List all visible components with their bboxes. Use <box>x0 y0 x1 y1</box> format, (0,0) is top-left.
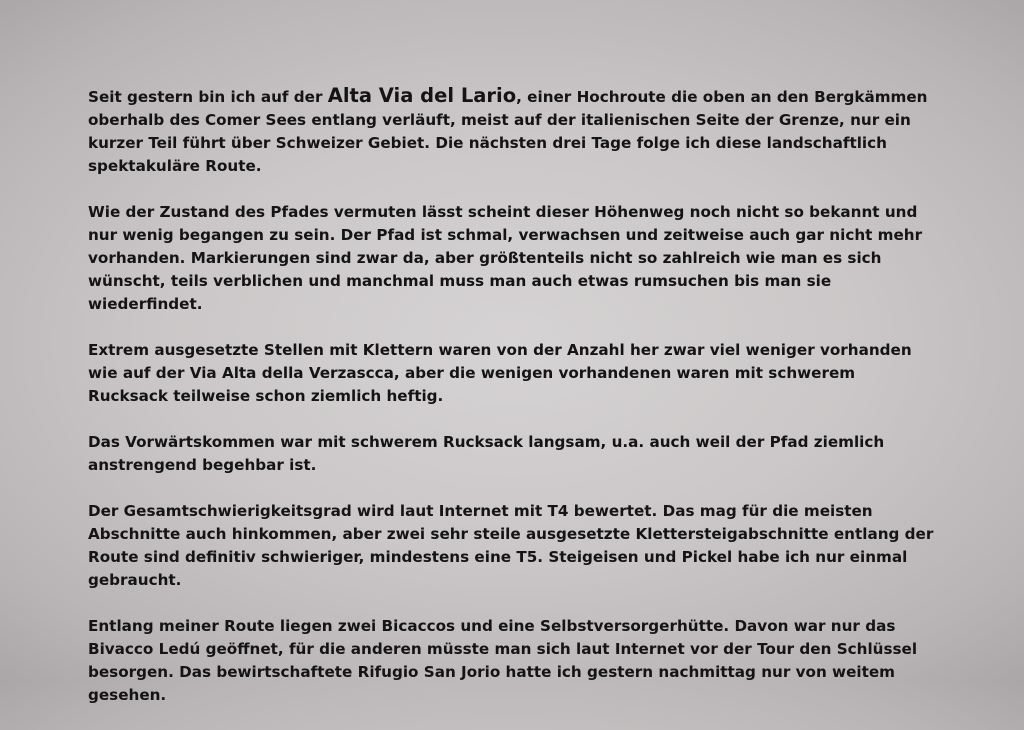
paragraph-exposed-sections: Extrem ausgesetzte Stellen mit Klettern waren von der Anzahl her zwar viel weniger vorhanden wie auf der Via Alta della Verzascca, aber die wenigen vorhandenen waren mit schwerem Rucksack teilweise schon ziemlich heftig. <box>88 341 912 405</box>
paragraph-intro-lead: Seit gestern bin ich auf der <box>88 88 328 106</box>
paragraph-huts: Entlang meiner Route liegen zwei Bicaccos und eine Selbstversorgerhütte. Davon war nur das Bivacco Ledú geöffnet, für die anderen müsste man sich laut Internet vor der Tour den Schlüssel besorgen. Das bewirtschaftete Rifugio San Jorio hatte ich gestern nachmittag nur von weitem gesehen. <box>88 617 918 704</box>
route-name: Alta Via del Lario <box>327 84 517 107</box>
paragraph-difficulty: Der Gesamtschwierigkeitsgrad wird laut Internet mit T4 bewertet. Das mag für die meisten Abschnitte auch hinkommen, aber zwei sehr steile ausgesetzte Klettersteigabschnitte entlang der Route sind definitiv schwieriger, mindestens eine T5. Steigeisen und Pickel habe ich nur einmal gebraucht. <box>88 502 934 589</box>
paragraph-intro-rest: , einer Hochroute die oben an den Bergkämmen oberhalb des Comer Sees entlang verläuft, meist auf der italienischen Seite der Grenze, nur ein kurzer Teil führt über Schweizer Gebiet. Die nächsten drei Tage folge ich diese landschaftlich spektakuläre Route. <box>88 88 928 175</box>
paragraph-intro <box>88 84 938 178</box>
text-block <box>88 84 938 730</box>
paragraph-progress: Das Vorwärtskommen war mit schwerem Rucksack langsam, u.a. auch weil der Pfad ziemlich anstrengend begehbar ist. <box>88 433 885 474</box>
paragraph-path-condition: Wie der Zustand des Pfades vermuten lässt scheint dieser Höhenweg noch nicht so bekannt und nur wenig begangen zu sein. Der Pfad ist schmal, verwachsen und zeitweise auch gar nicht mehr vorhanden. Markierungen sind zwar da, aber größtenteils nicht so zahlreich wie man es sich wünscht, teils verblichen und manchmal muss man auch etwas rumsuchen bis man sie wiederfindet. <box>88 203 923 313</box>
